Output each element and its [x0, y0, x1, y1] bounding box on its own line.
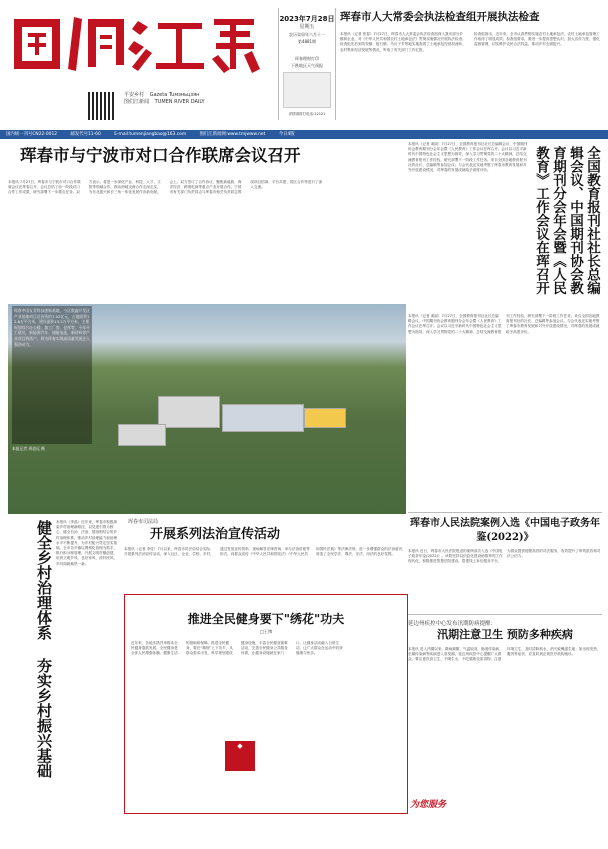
- headline-law-inspection: 珲春市人大常委会执法检查组开展执法检查: [340, 11, 540, 23]
- ribbon-item: 图们江新闻网:www.tmjwww.net: [199, 132, 266, 137]
- today-comment-stamp: [225, 741, 255, 771]
- promo-line-2: 下跌地区天气预报: [291, 63, 323, 68]
- masthead: [8, 8, 268, 126]
- fitness-article-body: 近年来，各地多措并举推动全民健身蓬勃发展。全民健身是全体人民增强体魄、健康生活的基础和保障。推进全民健身，要在“精细”上下功夫，从群众需求出发，科学规划建设健身设施，丰富全民健身赛事活动，完善全民健身公共服务体系，让健身设施就在家门口，让健身活动融入日常生活，让广大群众在运动中收获健康与快乐。: [131, 641, 343, 656]
- left-article-body: 本报讯（李晶）近年来，珲春市积极探索乡村治理新路径，以党建引领为核心，健全自治、法治、德治相结合的乡村治理体系，推动乡村治理能力和治理水平不断提升，为乡村振兴奠定坚实基础。全市各乡镇以网格化管理为抓手，推行积分制管理，开展文明村镇创建，培育文明乡风、良好家风、淳朴民风，乡村面貌焕然一新。: [56, 520, 118, 566]
- headline-main: 珲春市与宁波市对口合作联席会议召开: [20, 146, 301, 165]
- court-article-body: 本报讯 近日，珲春市人民法院报送的案例成功入选《中国电子政务年鉴(2022)》。该院坚持以信息化建设助推审判工作现代化，积极推进智慧法院建设，搭建线上诉讼服务平台，为群众提供便捷高效的司法服务，有效提升了审判质效和司法公信力。: [408, 549, 601, 564]
- building-shape: [118, 424, 166, 446]
- legal-article-body: 本报讯（记者 李佳）7月以来，珲春市司法局结合实际，开展系列法治宣传活动，深入社区、企业、学校、乡村，通过发放宣传资料、现场解答法律咨询、举办法治讲座等形式，向群众宣传《中华人民共和国宪法》《中华人民共和国民法典》等法律法规，进一步增强群众的法治意识，营造了全民学法、尊法、守法、用法的良好氛围。: [124, 547, 406, 557]
- logo-calligraphy-icon: [8, 11, 264, 77]
- issue-lunar-date: 农历癸卯年六月十一: [289, 32, 325, 37]
- weather-thumbnail: [283, 72, 331, 108]
- issue-number: 第4881期: [297, 39, 317, 44]
- top-right-article: [340, 10, 602, 130]
- ribbon-item: E-mail:tumenjiangbao@163.com: [114, 132, 187, 137]
- fitness-article: [124, 594, 408, 814]
- promo-line-3: 详情请拨打电话:12121: [288, 112, 326, 116]
- headline-vertical-right: 全国教育报刊社社长总编辑会议、中国期刊协会教育期刊分会年会暨《人民教育》工作会议在珲召开: [533, 146, 600, 295]
- building-shape: [304, 408, 346, 428]
- qr-code: [88, 92, 116, 120]
- service-column-logo: 为您服务: [410, 800, 447, 810]
- right-article-body-continued: 本报讯（记者 姜丽）7月27日，全国教育报刊社社长总编辑会议、中国期刊协会教育期刊分会年会暨《人民教育》工作会议在珲召开。会议以习近平新时代中国特色社会主义思想为指导，深入学习贯彻党的二十大精神，总结交流教育报刊工作经验，研究部署下一阶段工作任务。来自全国各地教育报刊社的社长、总编辑等参加会议。与会代表还实地考察了珲春市教育发展和对外开放建设情况，对珲春的发展成就给予高度评价。: [408, 314, 600, 334]
- headline-legal: 开展系列法治宣传活动: [150, 527, 281, 542]
- legal-kicker: 珲春市司法局: [128, 519, 159, 525]
- issue-weekday: 星期五: [299, 24, 315, 30]
- issue-date: 2023年7月28日: [279, 15, 335, 23]
- article-body: 本报讯（记者 张春）7月27日，珲春市人大常委会执法检查组深入我市部分乡镇和企业，对《中华人民共和国农村土地承包法》贯彻实施情况开展执法检查。检查组先后到英安镇、板石镇、马川子乡等地实地查看了土地承包经营权流转、农村集体经济发展等情况，听取了有关部门工作汇报。: [340, 32, 466, 52]
- headline-court: 珲春市人民法院案例入选《中国电子政务年鉴(2022)》: [410, 518, 600, 543]
- headline-vertical-left: 健全乡村治理体系 夯实乡村振兴基础: [35, 520, 53, 778]
- motto-line2: 图们江新闻: [124, 99, 150, 105]
- stamp-icon: ◆: [237, 742, 243, 750]
- photo-caption: 珲春中国友青科技创新基地，小区数鑫开发区产业基地项目总投资约7.02亿元，占地面积12.8万平方米，建设面积13.2万平方米，主要规划综合办公楼、加工厂房、仓库等，今年开工建设，新能源汽车、储能电池、新材料等产业项目将落户，将为珲春实现高质量发展注入强劲动力。: [12, 306, 92, 444]
- headline-fitness: 推进全民健身要下"绣花"功夫: [187, 612, 345, 626]
- legal-article: [124, 518, 406, 590]
- building-shape: [222, 404, 304, 432]
- photo-caption-box: [12, 306, 92, 456]
- newspaper-logo: [8, 8, 268, 80]
- article-body: 检查组指出，近年来，全市认真贯彻实施农村土地承包法，农村土地承包管理工作取得了明显成效。检查组要求，要进一步提高思想认识，加大宣传力度，强化监督管理，切实维护农民合法权益，推动乡村全面振兴。: [474, 32, 600, 47]
- info-ribbon: [0, 130, 608, 139]
- motto-line1: 平安乡村: [124, 92, 145, 98]
- main-article-body: 本报讯 7月27日，珲春市与宁波市对口合作联席会议在珲春召开。会议总结了前一阶段对口合作工作成果，研究部署下一步重点任务。双方表示，将进一步深化产业、科技、人才、文旅等领域合作，推动两地交流合作走深走实，为东北振兴和长三角一体化发展作出新贡献。会上，双方签订了合作协议，聚焦新能源、海洋经济、跨境电商等重点产业开展合作。宁波市有关部门负责同志与珲春市相关负责同志围绕项目招商、平台共建、园区合作等进行了深入交流。: [8, 180, 323, 195]
- health-kicker: 延边州疾控中心发布汛期防病提醒：: [408, 621, 497, 627]
- building-shape: [158, 396, 220, 428]
- ribbon-item: 国内统一刊号CN22-0012: [6, 132, 58, 137]
- newspaper-name-english: TUMEN RIVER DAILY: [154, 99, 205, 105]
- health-article-body: 本报讯 进入汛期以来，降雨频繁，气温较高，肠道传染病、虫媒传染病等疾病进入高发期。延边州疾控中心提醒广大群众，要注意饮食卫生，不喝生水，不吃腐败变质食物；注意环境卫生，及时清除积水，消灭蚊蝇滋生地；如出现发热、腹泻等症状，应及时到正规医疗机构就诊。: [408, 647, 601, 662]
- right-article-body: 本报讯（记者 姜丽）7月27日，全国教育报刊社社长总编辑会议、中国期刊协会教育期刊分会年会暨《人民教育》工作会议在珲召开。会议以习近平新时代中国特色社会主义思想为指导，深入学习贯彻党的二十大精神，总结交流教育报刊工作经验，研究部署下一阶段工作任务。来自全国各地教育报刊社的社长、总编辑等参加会议。与会代表还实地考察了珲春市教育发展和对外开放建设情况，对珲春的发展成就给予高度评价。: [408, 142, 528, 173]
- ribbon-item: 今日4版: [278, 132, 295, 137]
- fitness-byline: □王博: [259, 629, 273, 634]
- issue-info: [278, 8, 336, 120]
- headline-health: 汛期注意卫生 预防多种疾病: [437, 628, 573, 641]
- newspaper-name-korean: Gazeta Tuмэньцзян: [149, 92, 200, 98]
- ribbon-item: 邮发代号11-60: [70, 132, 101, 137]
- photo-credit: 本报记者 周思远 摄: [12, 446, 45, 451]
- health-article: [408, 614, 602, 813]
- court-article: [408, 512, 602, 613]
- promo-line-1: 珲春理财打印: [295, 56, 319, 61]
